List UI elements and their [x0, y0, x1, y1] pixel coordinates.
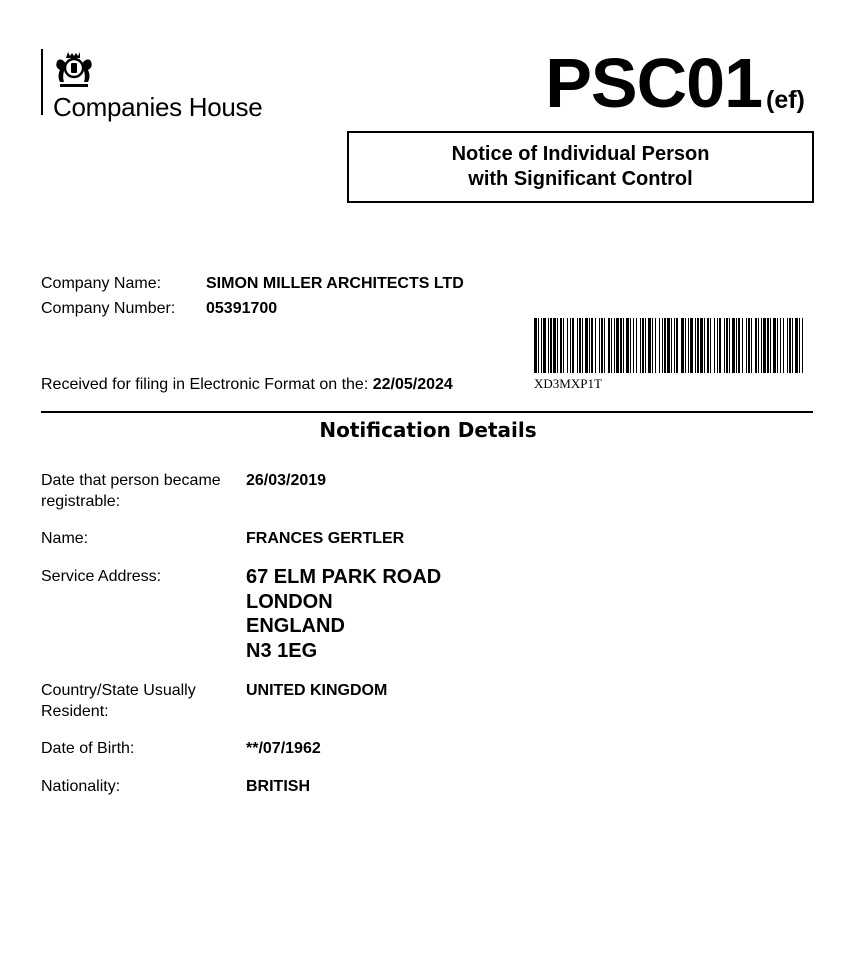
barcode-bar: [667, 318, 670, 373]
barcode-bar: [732, 318, 735, 373]
barcode-bar: [550, 318, 552, 373]
barcode-bar: [577, 318, 578, 373]
country-resident-label: Country/State Usually Resident:: [41, 682, 196, 720]
received-label: Received for filing in Electronic Format on the:: [41, 376, 369, 393]
barcode-bar: [623, 318, 624, 373]
barcode-bar: [770, 318, 771, 373]
barcode-bar: [563, 318, 564, 373]
person-name: FRANCES GERTLER: [246, 530, 405, 547]
address-line: 67 ELM PARK ROAD: [246, 566, 442, 588]
form-title-line1: Notice of Individual Person: [451, 143, 710, 165]
barcode-bar: [724, 318, 725, 373]
barcode-bar: [534, 318, 537, 373]
barcode-bar: [714, 318, 715, 373]
barcode-bar: [795, 318, 798, 373]
barcode-bar: [655, 318, 656, 373]
barcode-bar: [640, 318, 641, 373]
address-line: LONDON: [246, 590, 333, 613]
logo-divider: [41, 49, 43, 115]
section-title: Notification Details: [319, 418, 537, 442]
barcode-bar: [538, 318, 539, 373]
barcode-bar: [633, 318, 634, 373]
barcode-bar: [626, 318, 629, 373]
barcode-bar: [758, 318, 759, 373]
service-address: [246, 565, 441, 663]
form-title-box: [347, 131, 814, 203]
barcode-bar: [717, 318, 718, 373]
form-title-line2: with Significant Control: [468, 168, 693, 190]
barcode-bar: [662, 318, 663, 373]
barcode-bar: [763, 318, 766, 373]
barcode-bar: [541, 318, 542, 373]
barcode-bar: [630, 318, 631, 373]
barcode-bar: [802, 318, 803, 373]
barcode-bar: [787, 318, 788, 373]
date-of-birth-label: Date of Birth:: [41, 740, 135, 757]
barcode-bar: [738, 318, 740, 373]
barcode-bar: [688, 318, 689, 373]
barcode-bar: [695, 318, 696, 373]
barcode-bar: [783, 318, 784, 373]
barcode-bar: [579, 318, 581, 373]
barcode-bar: [636, 318, 637, 373]
barcode-bar: [780, 318, 781, 373]
barcode-bar: [700, 318, 703, 373]
barcode-bar: [748, 318, 750, 373]
registrable-date-label: Date that person became registrable:: [41, 472, 221, 510]
barcode-bar: [676, 318, 678, 373]
address-line: ENGLAND: [246, 615, 345, 637]
barcode-bar: [671, 318, 672, 373]
barcode-bar: [742, 318, 743, 373]
service-address-label: Service Address:: [41, 568, 162, 585]
barcode-bar: [674, 318, 675, 373]
barcode-bar: [591, 318, 593, 373]
barcode-bar: [620, 318, 622, 373]
barcode-bar: [746, 318, 747, 373]
company-name: SIMON MILLER ARCHITECTS LTD: [206, 275, 464, 292]
barcode-bar: [570, 318, 571, 373]
nationality-label: Nationality:: [41, 778, 121, 795]
barcode-text: XD3MXP1T: [534, 376, 602, 391]
barcode-bar: [707, 318, 709, 373]
barcode-bar: [567, 318, 568, 373]
barcode-bar: [777, 318, 778, 373]
barcode-bar: [582, 318, 583, 373]
barcode-bar: [557, 318, 558, 373]
registrable-date: 26/03/2019: [246, 472, 327, 489]
royal-crest-icon: [52, 50, 96, 90]
barcode-bar: [604, 318, 605, 373]
barcode-bar: [697, 318, 699, 373]
barcode-bar: [704, 318, 705, 373]
barcode-bar: [690, 318, 693, 373]
barcode-bar: [614, 318, 615, 373]
form-code: PSC01: [545, 44, 762, 122]
company-name-label: Company Name:: [41, 275, 162, 292]
barcode-bar: [648, 318, 651, 373]
barcode-bar: [773, 318, 776, 373]
barcode-bar: [589, 318, 590, 373]
barcode-bar: [736, 318, 737, 373]
barcode-bar: [755, 318, 757, 373]
barcode-bar: [543, 318, 546, 373]
barcode-bar: [664, 318, 666, 373]
barcode: [534, 318, 804, 373]
barcode-bar: [553, 318, 556, 373]
barcode-bar: [685, 318, 686, 373]
barcode-bar: [548, 318, 549, 373]
address-line: N3 1EG: [246, 639, 318, 662]
barcode-bar: [799, 318, 800, 373]
organisation-name: Companies House: [53, 92, 263, 122]
barcode-bar: [659, 318, 660, 373]
company-number: 05391700: [206, 300, 278, 317]
section-divider: [41, 411, 813, 413]
barcode-bar: [761, 318, 762, 373]
person-name-label: Name:: [41, 530, 89, 547]
barcode-bar: [608, 318, 610, 373]
barcode-bar: [585, 318, 588, 373]
barcode-bar: [710, 318, 711, 373]
barcode-bar: [652, 318, 653, 373]
received-date: 22/05/2024: [372, 376, 453, 393]
barcode-bar: [729, 318, 730, 373]
barcode-bar: [751, 318, 752, 373]
barcode-bar: [595, 318, 596, 373]
barcode-bar: [789, 318, 791, 373]
barcode-bar: [616, 318, 619, 373]
nationality: BRITISH: [246, 778, 310, 795]
received-for-filing: [41, 376, 453, 394]
barcode-bar: [601, 318, 603, 373]
barcode-bar: [572, 318, 574, 373]
barcode-bar: [767, 318, 769, 373]
barcode-bar: [792, 318, 793, 373]
barcode-bar: [719, 318, 721, 373]
form-suffix: (ef): [766, 86, 805, 114]
barcode-bar: [645, 318, 646, 373]
barcode-bar: [599, 318, 600, 373]
barcode-bar: [642, 318, 644, 373]
barcode-bar: [611, 318, 612, 373]
barcode-bar: [726, 318, 728, 373]
country-resident: UNITED KINGDOM: [246, 682, 388, 699]
barcode-bar: [560, 318, 562, 373]
company-number-label: Company Number:: [41, 300, 176, 317]
date-of-birth: **/07/1962: [246, 740, 321, 757]
barcode-bar: [681, 318, 684, 373]
